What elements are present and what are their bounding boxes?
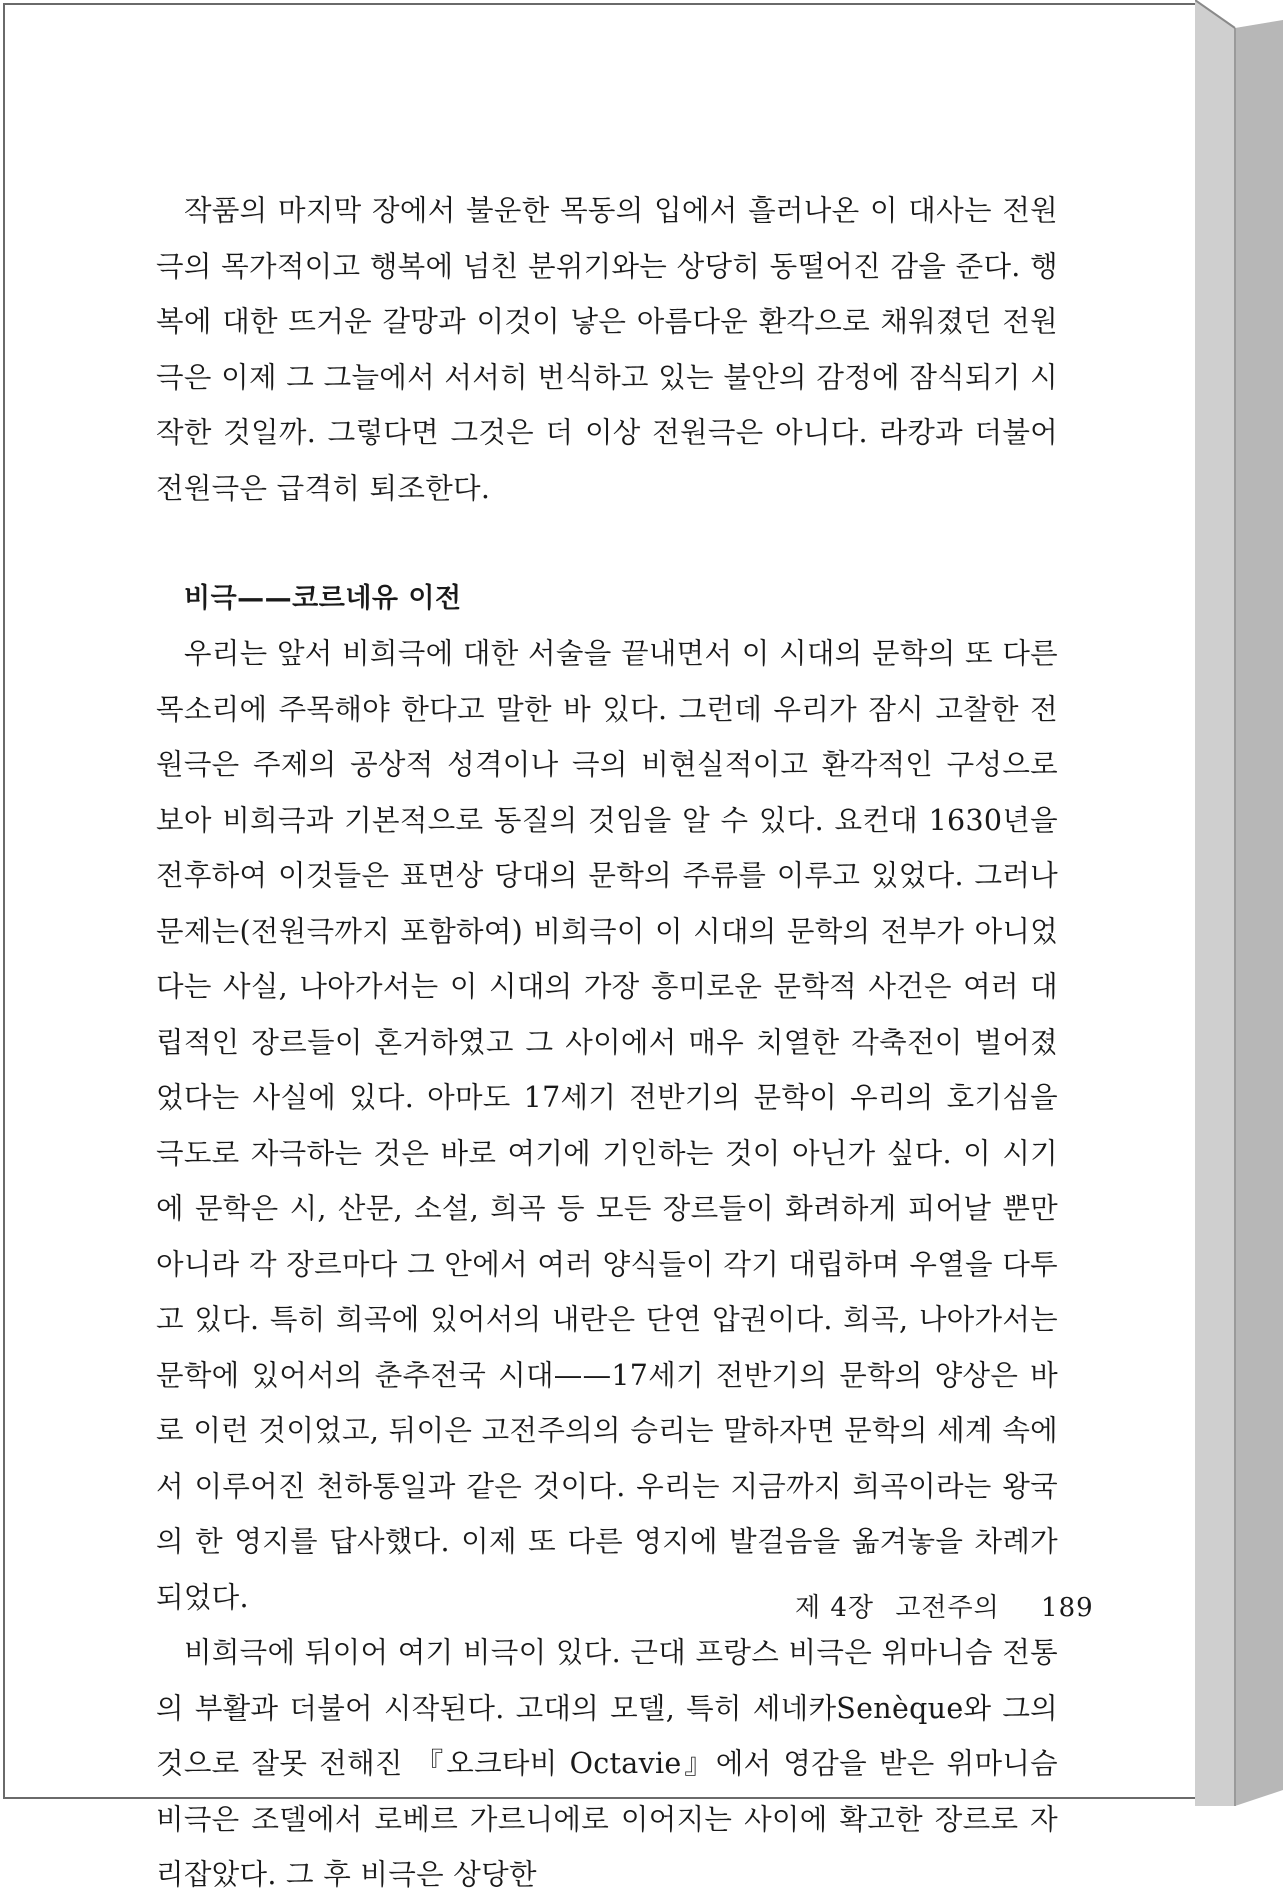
book-page-edge [1195, 0, 1283, 1806]
section-heading: 비극——코르네유 이전 [184, 583, 462, 614]
page-footer [795, 1587, 1094, 1624]
page-number: 189 [1041, 1593, 1094, 1623]
paragraph-tragicomedy-summary: 우리는 앞서 비희극에 대한 서술을 끝내면서 이 시대의 문학의 또 다른 목소리에 주목해야 한다고 말한 바 있다. 그런데 우리가 잠시 고찰한 전원극은 주제의 공상적 성격이나 극의 비현실적이고 환각적인 구성으로 보아 비희극과 기본적으로 동질의 것임을 알 수 있다. 요컨대 1630년을 전후하여 이것들은 표면상 당대의 문학의 주류를 이루고 있었다. 그러나 문제는(전원극까지 포함하여) 비희극이 이 시대의 문학의 전부가 아니었다는 사실, 나아가서는 이 시대의 가장 흥미로운 문학적 사건은 여러 대립적인 장르들이 혼거하였고 그 사이에서 매우 치열한 각축전이 벌어졌었다는 사실에 있다. 아마도 17세기 전반기의 문학이 우리의 호기심을 극도로 자극하는 것은 바로 여기에 기인하는 것이 아닌가 싶다. 이 시기에 문학은 시, 산문, 소설, 희곡 등 모든 장르들이 화려하게 피어날 뿐만 아니라 각 장르마다 그 안에서 여러 양식들이 각기 대립하며 우열을 다투고 있다. 특히 희곡에 있어서의 내란은 단연 압권이다. 희곡, 나아가서는 문학에 있어서의 춘추전국 시대——17세기 전반기의 문학의 양상은 바로 이런 것이었고, 뒤이은 고전주의의 승리는 말하자면 문학의 세계 속에서 이루어진 천하통일과 같은 것이다. 우리는 지금까지 희곡이라는 왕국의 한 영지를 답사했다. 이제 또 다른 영지에 발걸음을 옮겨놓을 차례가 되었다. [156, 637, 1058, 1614]
page-body-text [156, 183, 1058, 1903]
footer-chapter: 제 4장 [795, 1593, 875, 1623]
paragraph-pastoral-ending: 작품의 마지막 장에서 불운한 목동의 입에서 흘러나온 이 대사는 전원극의 목가적이고 행복에 넘친 분위기와는 상당히 동떨어진 감을 준다. 행복에 대한 뜨거운 갈망과 이것이 낳은 아름다운 환각으로 채워졌던 전원극은 이제 그 그늘에서 서서히 번식하고 있는 불안의 감정에 잠식되기 시작한 것일까. 그렇다면 그것은 더 이상 전원극은 아니다. 라캉과 더불어 전원극은 급격히 퇴조한다. [156, 194, 1058, 505]
book-page [3, 3, 1195, 1891]
footer-section-title: 고전주의 [895, 1593, 1000, 1623]
paragraph-tragedy-intro: 비희극에 뒤이어 여기 비극이 있다. 근대 프랑스 비극은 위마니슴 전통의 부활과 더불어 시작된다. 고대의 모델, 특히 세네카Senèque와 그의 것으로 잘못 전해진 『오크타비 Octavie』에서 영감을 받은 위마니슴 비극은 조델에서 로베르 가르니에로 이어지는 사이에 확고한 장르로 자리잡았다. 그 후 비극은 상당한 [156, 1636, 1058, 1891]
